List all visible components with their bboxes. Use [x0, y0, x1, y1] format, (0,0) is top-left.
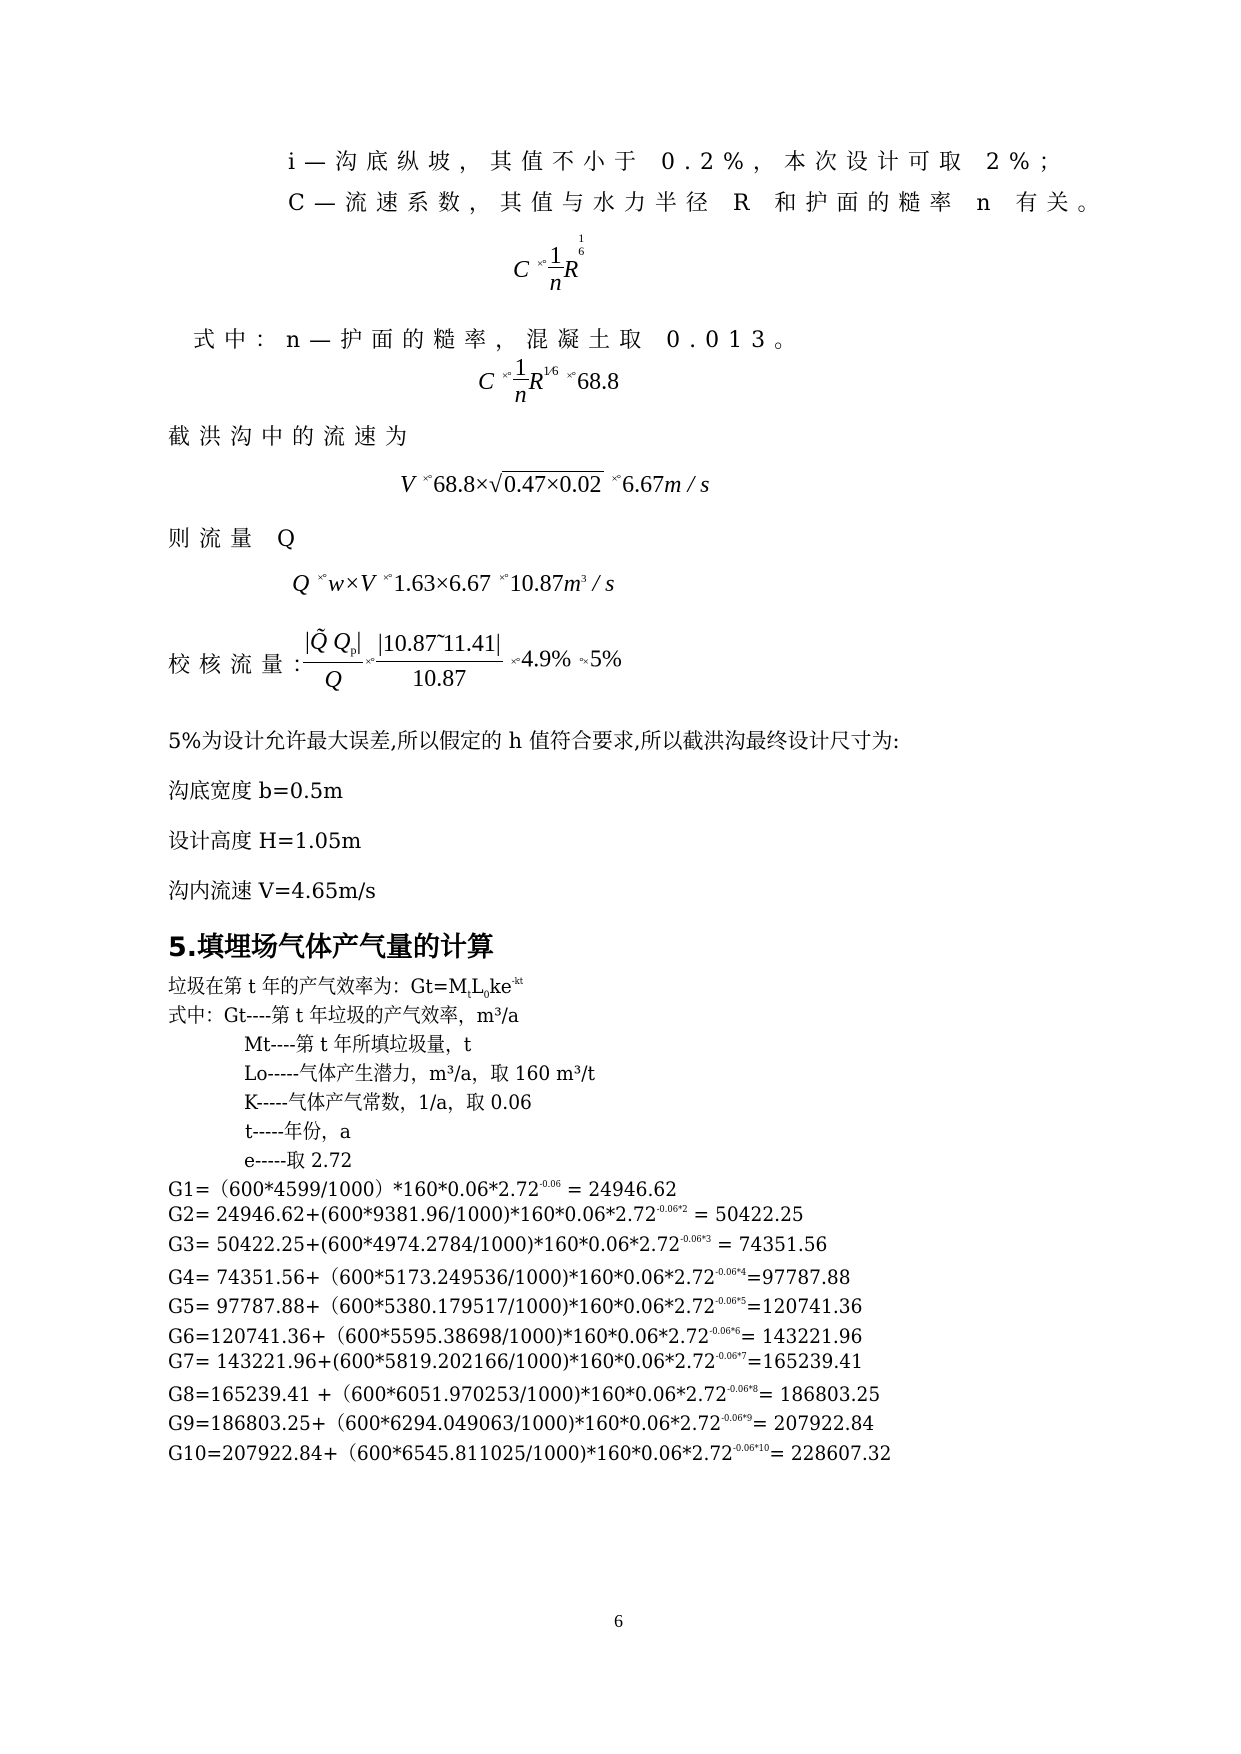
- calculation-row: $G7= 143221.96+(600*5819.202166/1000)*160*0.06*2.72^{-0.06*7}=165239.41$: [168, 1348, 863, 1373]
- where-lo: Lo-----气体产生潜力，m³/a，取 160 m³/t: [244, 1061, 595, 1085]
- check-symbolic-fraction: $\frac{|Q̃ Q_p|}{Q}$: [303, 625, 363, 697]
- definition-c: C—流速系数，其值与水力半径 R 和护面的糙率 n 有关。: [288, 191, 1109, 216]
- calculation-row: $G4= 74351.56+(600*5173.249536/1000)*160*0.06*2.72^{-0.06*4}=97787.88$: [168, 1264, 851, 1289]
- page-number: 6: [614, 1611, 623, 1631]
- where-mt: Mt----第 t 年所填垃圾量，t: [244, 1032, 472, 1056]
- fraction: $\frac{1}{n}$: [549, 243, 562, 296]
- check-label: 校核流量：: [168, 653, 324, 678]
- section-heading: 5.填埋场气体产气量的计算: [168, 932, 495, 963]
- dim-velocity: 沟内流速 V=4.65m/s: [168, 879, 376, 903]
- calculation-row: $G8=165239.41 +(600*6051.970253/1000)*160*0.06*2.72^{-0.06*8}= 186803.25$: [168, 1382, 881, 1407]
- gas-formula: 垃圾在第 t 年的产气效率为：$Gt=M_tL_0ke^{-kt}$: [168, 974, 524, 1001]
- formula-check: $\frac{|Q̃ Q_p|}{Q}$ ×° $\frac{|10.87̃ 11.41|}{10.87}$ ×°4.9% °×5%: [303, 625, 622, 697]
- check-numeric-fraction: $\frac{|10.87̃ 11.41|}{10.87}$: [376, 627, 503, 696]
- calculation-row: $G2= 24946.62+(600*9381.96/1000)*160*0.06*2.72^{-0.06*2} = 50422.25$: [168, 1202, 804, 1227]
- calculation-row: $G9=186803.25+(600*6294.049063/1000)*160*0.06*2.72^{-0.06*9}= 207922.84$: [168, 1411, 875, 1436]
- formula-c-lhs: C: [513, 257, 530, 284]
- calculation-row: $G6=120741.36+(600*5595.38698/1000)*160*0.06*2.72^{-0.06*6}= 143221.96$: [168, 1323, 863, 1348]
- conclusion: 5%为设计允许最大误差,所以假定的 h 值符合要求,所以截洪沟最终设计尺寸为:: [168, 729, 900, 753]
- dim-height: 设计高度 H=1.05m: [168, 829, 362, 853]
- exponent: 1 6: [578, 231, 585, 259]
- calculation-row: $G3= 50422.25+(600*4974.2784/1000)*160*0.06*2.72^{-0.06*3} = 74351.56$: [168, 1231, 828, 1256]
- calculation-row: $G10=207922.84+(600*6545.811025/1000)*160*0.06*2.72^{-0.06*10}= 228607.32$: [168, 1440, 892, 1465]
- calculation-row: $G5= 97787.88+(600*5380.179517/1000)*160*0.06*2.72^{-0.06*5}=120741.36$: [168, 1294, 863, 1319]
- dim-width: 沟底宽度 b=0.5m: [168, 779, 344, 803]
- calculation-row: $G1=(600*4599/1000)*160*0.06*2.72^{-0.06} = 24946.62$: [168, 1177, 678, 1201]
- velocity-intro: 截洪沟中的流速为: [168, 425, 417, 450]
- sqrt-sign: √: [488, 472, 502, 498]
- flow-intro: 则流量 Q: [168, 527, 305, 552]
- formula-c-r: R: [563, 257, 579, 284]
- formula-v: V ×°68.8×√0.47×0.02 ×°6.67m / s: [400, 472, 710, 498]
- formula-c: [513, 231, 585, 298]
- where-k: K-----气体产气常数，1/a，取 0.06: [244, 1090, 532, 1114]
- where-e: e-----取 2.72: [244, 1148, 353, 1172]
- where-gt: 式中：Gt----第 t 年垃圾的产气效率，m³/a: [168, 1003, 520, 1027]
- where-t: t-----年份，a: [245, 1119, 351, 1143]
- equals-glyph: ×°: [537, 258, 546, 271]
- n-note: 式中：n—护面的糙率，混凝土取 0.013。: [193, 328, 806, 353]
- formula-c-value: C ×° $\frac{1}{n}$ $R^{1⁄6}$ ×°68.8: [478, 355, 620, 408]
- definition-i: i—沟底纵坡，其值不小于 0.2%，本次设计可取 2%；: [288, 150, 1070, 175]
- formula-q: Q ×°w×V ×°1.63×6.67 $^{\times^\circ}10.87m^3$ / s: [292, 571, 615, 597]
